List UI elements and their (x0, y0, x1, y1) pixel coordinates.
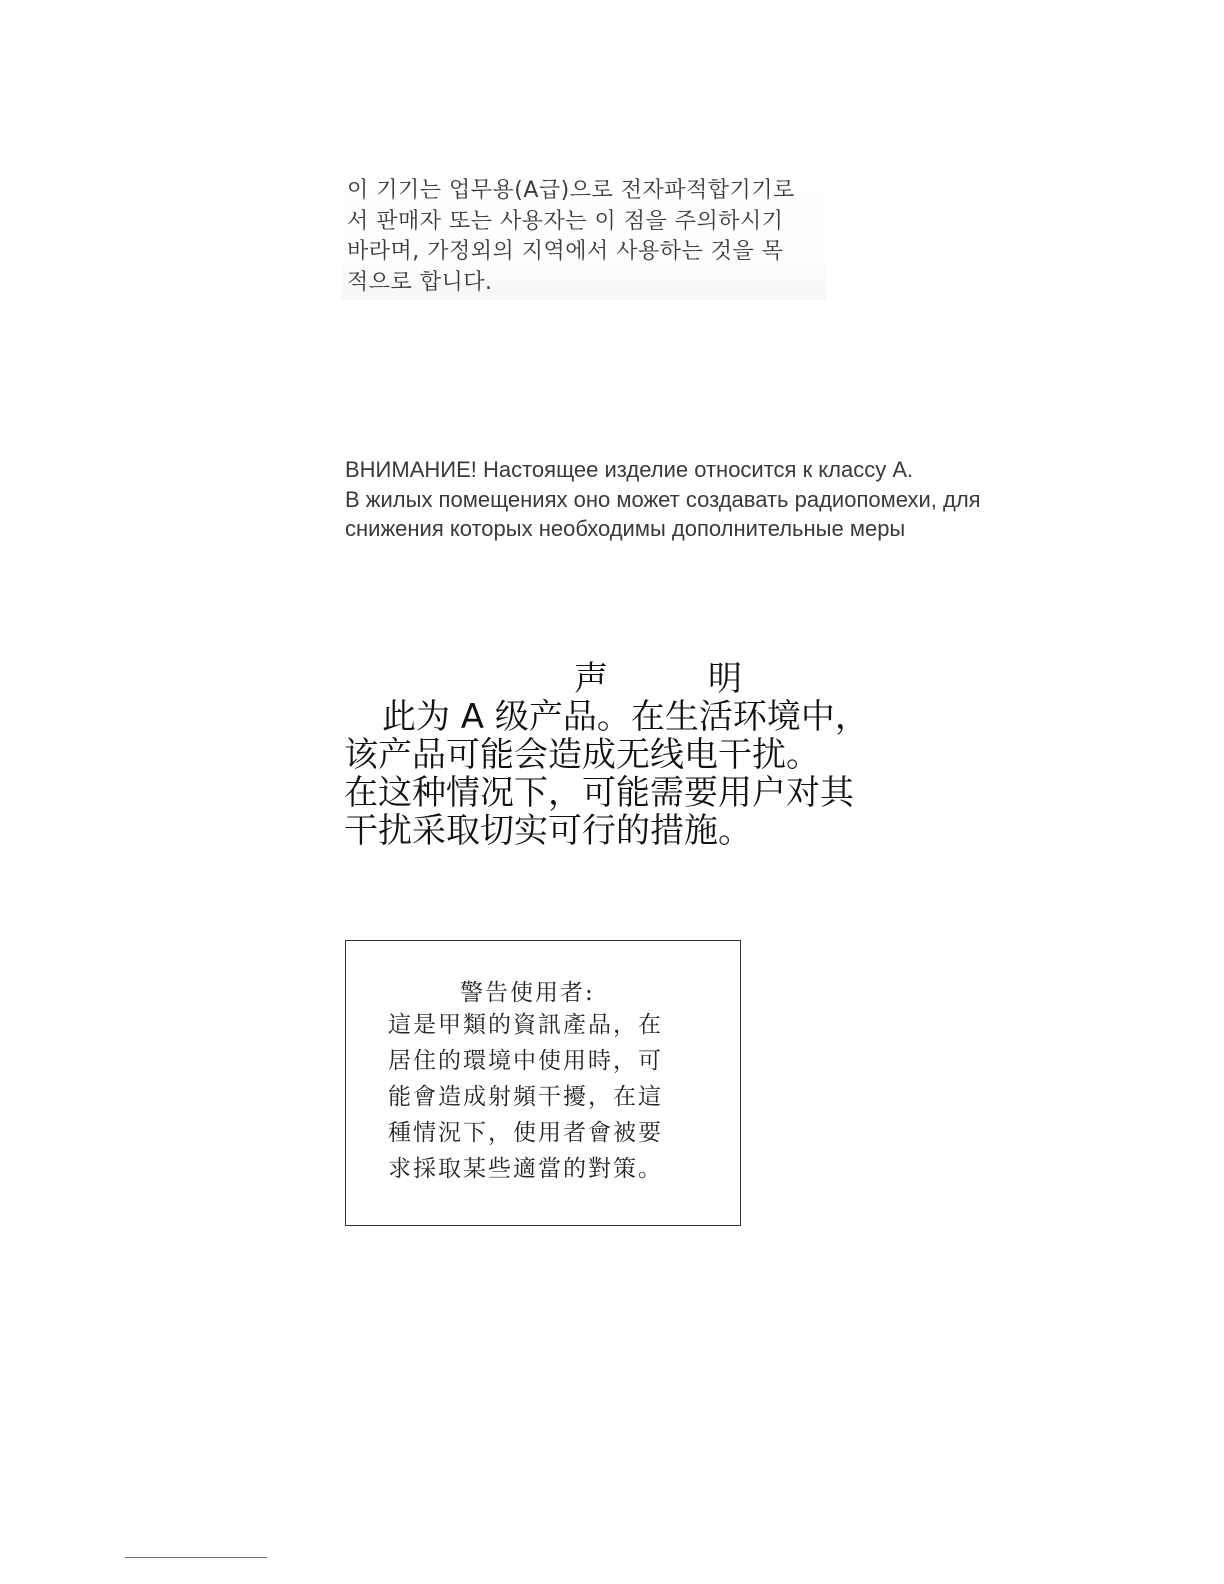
russian-notice-line: снижения которых необходимы дополнительные меры (345, 516, 906, 541)
warning-heading: 警告使用者: (460, 980, 595, 1006)
korean-class-a-notice (342, 176, 826, 300)
statement-line: 该产品可能会造成无线电干扰。 (344, 735, 820, 775)
footnote-separator (125, 1557, 267, 1558)
russian-notice-line: В жилых помещениях оно может создавать радиопомехи, для (345, 486, 981, 512)
warning-line: 這是甲類的資訊產品，在 (388, 1012, 663, 1038)
warning-line: 能會造成射頻干擾，在這 (388, 1084, 663, 1110)
russian-class-a-notice (345, 455, 1135, 544)
korean-notice-line: 바라며, 가정외의 지역에서 사용하는 것을 목 (347, 239, 784, 264)
korean-notice-line: 적으로 합니다. (347, 269, 493, 295)
korean-notice-line: 이 기기는 업무용(A급)으로 전자파적합기기로 (347, 178, 795, 203)
warning-line: 求採取某些適當的對策。 (388, 1156, 663, 1182)
traditional-chinese-warning-box (345, 940, 741, 1226)
statement-line: 此为 A 级产品。在生活环境中， (382, 697, 869, 737)
statement-line: 干扰采取切实可行的措施。 (344, 811, 752, 851)
statement-title (344, 660, 964, 698)
statement-title-right: 明 (708, 659, 742, 699)
simplified-chinese-statement (344, 660, 964, 850)
warning-line: 種情況下，使用者會被要 (388, 1120, 663, 1146)
warning-body (388, 1007, 718, 1187)
warning-line: 居住的環境中使用時，可 (388, 1048, 663, 1074)
statement-line: 在这种情况下，可能需要用户对其 (344, 773, 854, 813)
korean-notice-line: 서 판매자 또는 사용자는 이 점을 주의하시기 (347, 208, 784, 234)
russian-notice-line: ВНИМАНИЕ! Настоящее изделие относится к классу А. (345, 457, 914, 482)
statement-title-left: 声 (574, 659, 608, 699)
